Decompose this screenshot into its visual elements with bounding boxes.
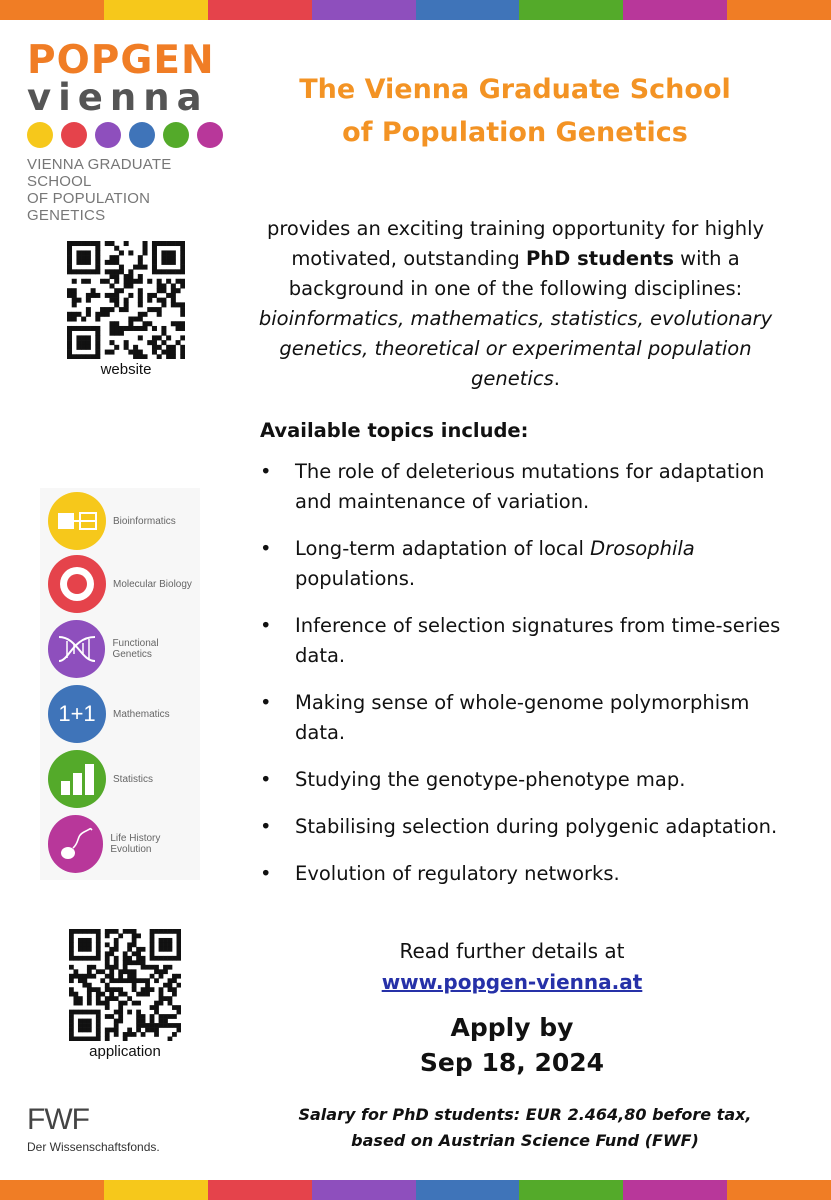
disciplines-panel	[40, 488, 200, 880]
topics-list	[260, 457, 800, 889]
logo-dot	[129, 122, 155, 148]
logo-dots	[27, 122, 232, 148]
website-link[interactable]: www.popgen-vienna.at	[381, 970, 643, 994]
further-details	[300, 936, 724, 998]
bottom-color-stripe	[0, 1180, 831, 1200]
title-line1: The Vienna Graduate School	[299, 74, 731, 105]
topic-item	[260, 457, 800, 517]
stripe-segment	[416, 0, 520, 20]
discipline-item	[48, 749, 153, 809]
apply-date: Sep 18, 2024	[419, 1048, 605, 1077]
logo-dot	[163, 122, 189, 148]
bullet-icon: •	[260, 537, 272, 560]
one-plus-one-icon	[48, 685, 106, 743]
logo-subtitle-line2: OF POPULATION GENETICS	[27, 190, 151, 224]
intro-paragraph	[243, 214, 788, 394]
topic-text-end: populations.	[295, 567, 416, 590]
stripe-segment	[208, 1180, 312, 1200]
topic-item	[260, 688, 800, 748]
discipline-item	[48, 684, 170, 744]
dna-icon	[48, 620, 105, 678]
website-qr[interactable]	[67, 241, 185, 378]
bullet-icon: •	[260, 768, 272, 791]
stripe-segment	[104, 0, 208, 20]
stripe-segment	[623, 1180, 727, 1200]
apply-by-label: Apply by	[450, 1013, 574, 1042]
logo-word-popgen: POPGEN	[27, 38, 215, 83]
stripe-segment	[312, 1180, 416, 1200]
logo-word-vienna: vienna	[27, 76, 209, 119]
discipline-item	[48, 619, 200, 679]
discipline-label: Bioinformatics	[113, 515, 176, 527]
bullet-icon: •	[260, 460, 272, 483]
salary-note	[280, 1102, 770, 1154]
stripe-segment	[208, 0, 312, 20]
qr-code-icon	[67, 241, 185, 359]
fwf-tagline: Der Wissenschaftsfonds.	[27, 1140, 160, 1154]
stripe-segment	[519, 0, 623, 20]
sperm-icon	[48, 815, 103, 873]
title-line2: of Population Genetics	[342, 117, 688, 148]
stripe-segment	[727, 0, 831, 20]
fwf-logo	[27, 1103, 160, 1154]
logo-dot	[61, 122, 87, 148]
topic-item	[260, 765, 800, 795]
discipline-item	[48, 554, 192, 614]
intro-end: .	[553, 367, 560, 390]
application-qr-caption: application	[89, 1043, 161, 1060]
website-qr-caption: website	[100, 361, 152, 378]
further-details-text: Read further details at	[399, 939, 625, 963]
stripe-segment	[623, 0, 727, 20]
bullet-icon: •	[260, 815, 272, 838]
fwf-mark: FWF	[27, 1103, 89, 1136]
topic-text: Stabilising selection during polygenic adaptation.	[295, 815, 778, 838]
topic-item	[260, 534, 800, 594]
topic-text: Evolution of regulatory networks.	[295, 862, 620, 885]
ring-icon	[48, 555, 106, 613]
stripe-segment	[104, 1180, 208, 1200]
stripe-segment	[727, 1180, 831, 1200]
topic-text: The role of deleterious mutations for adaptation and maintenance of variation.	[295, 460, 765, 513]
qr-code-icon	[69, 929, 181, 1041]
page-title	[250, 68, 780, 154]
intro-text-2: with a background in one of the following disciplines:	[288, 247, 743, 300]
salary-line2: based on Austrian Science Fund (FWF)	[351, 1131, 699, 1150]
discipline-label: Functional Genetics	[112, 638, 159, 660]
discipline-label: Statistics	[113, 773, 154, 785]
stripe-segment	[312, 0, 416, 20]
salary-line1: Salary for PhD students: EUR 2.464,80 before tax,	[298, 1105, 752, 1124]
intro-text: provides an exciting training opportunity for highly motivated, outstanding	[266, 217, 765, 270]
apply-deadline	[300, 1010, 724, 1080]
topic-item	[260, 812, 800, 842]
bar-chart-icon	[48, 750, 106, 808]
topic-item	[260, 859, 800, 889]
topic-text: Long-term adaptation of local	[295, 537, 591, 560]
bioinformatics-icon	[48, 492, 106, 550]
logo-dot	[197, 122, 223, 148]
topics-section	[260, 416, 800, 906]
topic-italic: Drosophila	[590, 537, 695, 560]
topic-text: Studying the genotype-phenotype map.	[295, 768, 686, 791]
logo-dot	[27, 122, 53, 148]
stripe-segment	[0, 0, 104, 20]
topic-text: Making sense of whole-genome polymorphism data.	[295, 691, 750, 744]
logo-subtitle	[27, 156, 232, 224]
stripe-segment	[0, 1180, 104, 1200]
intro-disciplines: bioinformatics, mathematics, statistics, evolutionary genetics, theoretical or experimental population genetics	[258, 307, 773, 390]
bullet-icon: •	[260, 691, 272, 714]
discipline-item	[48, 814, 200, 874]
application-qr[interactable]	[69, 929, 181, 1060]
discipline-label: Life History Evolution	[110, 833, 161, 855]
bullet-icon: •	[260, 862, 272, 885]
stripe-segment	[416, 1180, 520, 1200]
top-color-stripe	[0, 0, 831, 20]
logo-dot	[95, 122, 121, 148]
topics-heading: Available topics include:	[260, 419, 529, 442]
bullet-icon: •	[260, 614, 272, 637]
discipline-label: Molecular Biology	[113, 578, 192, 590]
topic-text: Inference of selection signatures from time-series data.	[295, 614, 781, 667]
topic-item	[260, 611, 800, 671]
logo-subtitle-line1: VIENNA GRADUATE SCHOOL	[27, 156, 172, 190]
discipline-item	[48, 491, 176, 551]
stripe-segment	[519, 1180, 623, 1200]
discipline-label: Mathematics	[113, 708, 170, 720]
discipline-icon-text: 1+1	[58, 701, 96, 726]
intro-bold: PhD students	[526, 247, 674, 270]
popgen-logo	[27, 40, 232, 224]
